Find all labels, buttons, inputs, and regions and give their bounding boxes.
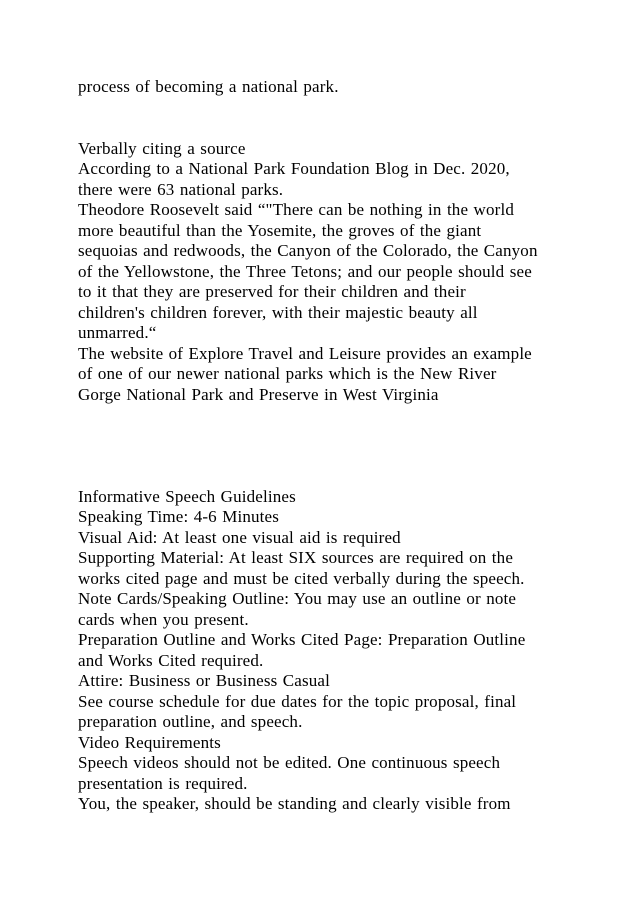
guidelines-line-2: Speaking Time: 4-6 Minutes <box>78 507 279 526</box>
guidelines-line-8: Preparation Outline and Works Cited Page: Preparation Outline <box>78 630 526 649</box>
guidelines-line-5: works cited page and must be cited verbally during the speech. <box>78 569 525 588</box>
video-requirements-heading: Video Requirements <box>78 733 221 752</box>
citing-line-3: there were 63 national parks. <box>78 180 284 199</box>
guidelines-line-16: You, the speaker, should be standing and clearly visible from <box>78 794 511 813</box>
citing-line-9: children's children forever, with their majestic beauty all <box>78 303 478 322</box>
citing-heading: Verbally citing a source <box>78 139 246 158</box>
citing-line-2: According to a National Park Foundation Blog in Dec. 2020, <box>78 159 510 178</box>
intro-line-1: process of becoming a national park. <box>78 77 339 96</box>
guidelines-line-3: Visual Aid: At least one visual aid is required <box>78 528 401 547</box>
citing-line-8: to it that they are preserved for their children and their <box>78 282 466 301</box>
guidelines-heading: Informative Speech Guidelines <box>78 487 296 506</box>
guidelines-line-15: presentation is required. <box>78 774 248 793</box>
citing-line-12: of one of our newer national parks which is the New River <box>78 364 497 383</box>
citing-line-13: Gorge National Park and Preserve in West Virginia <box>78 385 439 404</box>
citing-line-7: of the Yellowstone, the Three Tetons; and our people should see <box>78 262 532 281</box>
citing-line-11: The website of Explore Travel and Leisure provides an example <box>78 344 532 363</box>
guidelines-line-14: Speech videos should not be edited. One continuous speech <box>78 753 501 772</box>
citing-line-10: unmarred.“ <box>78 323 157 342</box>
citing-line-5: more beautiful than the Yosemite, the groves of the giant <box>78 221 482 240</box>
guidelines-line-4: Supporting Material: At least SIX sources are required on the <box>78 548 514 567</box>
guidelines-line-10: Attire: Business or Business Casual <box>78 671 330 690</box>
guidelines-line-12: preparation outline, and speech. <box>78 712 303 731</box>
citing-line-6: sequoias and redwoods, the Canyon of the Colorado, the Canyon <box>78 241 538 260</box>
guidelines-line-11: See course schedule for due dates for the topic proposal, final <box>78 692 517 711</box>
guidelines-line-7: cards when you present. <box>78 610 249 629</box>
guidelines-line-9: and Works Cited required. <box>78 651 264 670</box>
citing-line-4: Theodore Roosevelt said “"There can be nothing in the world <box>78 200 514 219</box>
guidelines-line-6: Note Cards/Speaking Outline: You may use an outline or note <box>78 589 517 608</box>
